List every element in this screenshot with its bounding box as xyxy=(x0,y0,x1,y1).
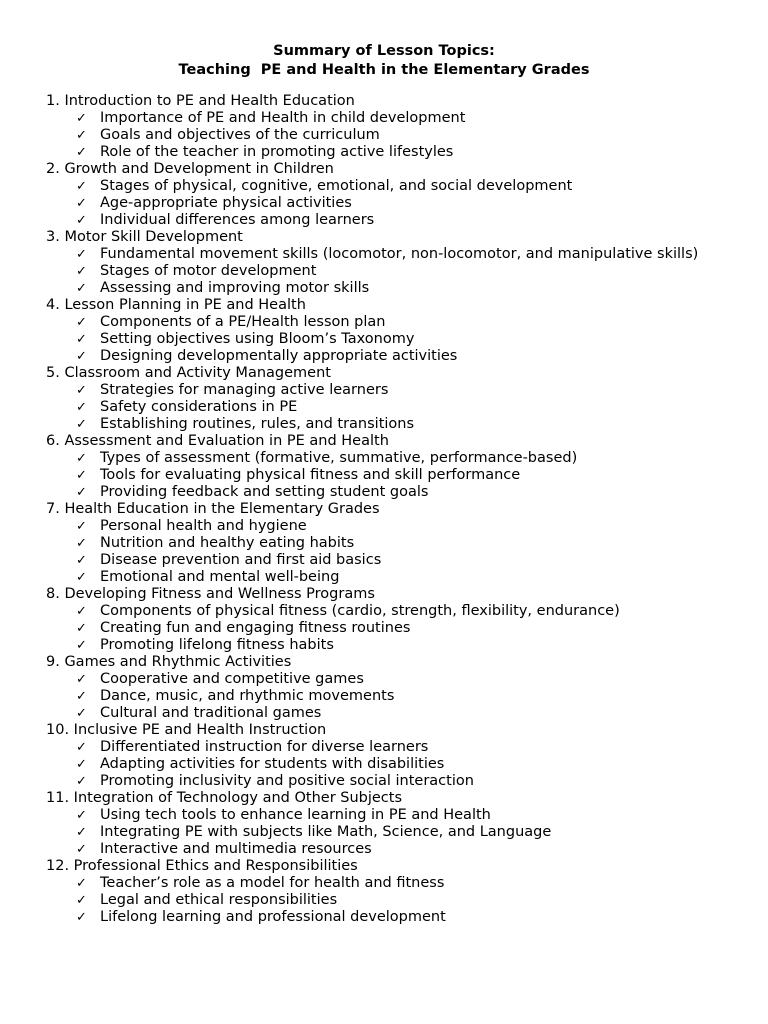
checkmark-icon: ✓ xyxy=(76,621,87,636)
subtopic-text: Disease prevention and first aid basics xyxy=(100,552,382,568)
subtopic-text: Lifelong learning and professional development xyxy=(100,909,446,925)
checkmark-icon: ✓ xyxy=(76,672,87,687)
checkmark-icon: ✓ xyxy=(76,213,87,228)
checkmark-icon: ✓ xyxy=(76,689,87,704)
topic-heading: 8. Developing Fitness and Wellness Programs xyxy=(46,586,375,602)
subtopic-item xyxy=(0,841,768,858)
topic-section xyxy=(0,858,768,926)
checkmark-icon: ✓ xyxy=(76,468,87,483)
topic-heading: 9. Games and Rhythmic Activities xyxy=(46,654,292,670)
topic-heading: 2. Growth and Development in Children xyxy=(46,161,334,177)
subtopic-item xyxy=(0,688,768,705)
subtopic-list xyxy=(0,671,768,722)
subtopic-item xyxy=(0,195,768,212)
subtopic-text: Teacher’s role as a model for health and fitness xyxy=(100,875,445,891)
subtopic-text: Fundamental movement skills (locomotor, non-locomotor, and manipulative skills) xyxy=(100,246,699,262)
subtopic-text: Differentiated instruction for diverse learners xyxy=(100,739,429,755)
topic-section xyxy=(0,790,768,858)
subtopic-text: Types of assessment (formative, summative, performance-based) xyxy=(100,450,578,466)
subtopic-text: Age-appropriate physical activities xyxy=(100,195,352,211)
subtopic-text: Promoting inclusivity and positive social interaction xyxy=(100,773,474,789)
checkmark-icon: ✓ xyxy=(76,638,87,653)
subtopic-text: Interactive and multimedia resources xyxy=(100,841,372,857)
topic-heading: 6. Assessment and Evaluation in PE and Health xyxy=(46,433,389,449)
topic-heading: 5. Classroom and Activity Management xyxy=(46,365,331,381)
subtopic-list xyxy=(0,739,768,790)
checkmark-icon: ✓ xyxy=(76,196,87,211)
subtopic-item xyxy=(0,484,768,501)
subtopic-text: Goals and objectives of the curriculum xyxy=(100,127,380,143)
subtopic-item xyxy=(0,892,768,909)
checkmark-icon: ✓ xyxy=(76,553,87,568)
subtopic-text: Stages of motor development xyxy=(100,263,317,279)
subtopic-text: Using tech tools to enhance learning in PE and Health xyxy=(100,807,491,823)
subtopic-item xyxy=(0,331,768,348)
subtopic-item xyxy=(0,909,768,926)
subtopic-item xyxy=(0,178,768,195)
checkmark-icon: ✓ xyxy=(76,383,87,398)
subtopic-item xyxy=(0,110,768,127)
subtopic-item xyxy=(0,144,768,161)
subtopic-item xyxy=(0,569,768,586)
subtopic-item xyxy=(0,824,768,841)
subtopic-text: Nutrition and healthy eating habits xyxy=(100,535,355,551)
subtopic-text: Designing developmentally appropriate activities xyxy=(100,348,458,364)
subtopic-list xyxy=(0,875,768,926)
subtopic-item xyxy=(0,348,768,365)
checkmark-icon: ✓ xyxy=(76,536,87,551)
subtopic-item xyxy=(0,314,768,331)
subtopic-list xyxy=(0,382,768,433)
topic-section xyxy=(0,722,768,790)
checkmark-icon: ✓ xyxy=(76,315,87,330)
topic-section xyxy=(0,586,768,654)
checkmark-icon: ✓ xyxy=(76,264,87,279)
subtopic-item xyxy=(0,603,768,620)
subtopic-text: Components of a PE/Health lesson plan xyxy=(100,314,386,330)
subtopic-list xyxy=(0,807,768,858)
topic-heading: 12. Professional Ethics and Responsibilities xyxy=(46,858,358,874)
subtopic-text: Tools for evaluating physical fitness and skill performance xyxy=(100,467,521,483)
subtopic-list xyxy=(0,518,768,586)
subtopic-text: Cultural and traditional games xyxy=(100,705,322,721)
subtopic-item xyxy=(0,705,768,722)
topic-section xyxy=(0,93,768,161)
subtopic-text: Providing feedback and setting student goals xyxy=(100,484,429,500)
subtopic-list xyxy=(0,110,768,161)
subtopic-item xyxy=(0,637,768,654)
topic-section xyxy=(0,365,768,433)
subtopic-item xyxy=(0,518,768,535)
subtopic-text: Components of physical fitness (cardio, strength, flexibility, endurance) xyxy=(100,603,620,619)
checkmark-icon: ✓ xyxy=(76,774,87,789)
checkmark-icon: ✓ xyxy=(76,825,87,840)
subtopic-text: Importance of PE and Health in child development xyxy=(100,110,466,126)
subtopic-text: Integrating PE with subjects like Math, Science, and Language xyxy=(100,824,552,840)
checkmark-icon: ✓ xyxy=(76,332,87,347)
subtopic-item xyxy=(0,263,768,280)
subtopic-item xyxy=(0,382,768,399)
subtopic-text: Legal and ethical responsibilities xyxy=(100,892,338,908)
subtopic-list xyxy=(0,178,768,229)
checkmark-icon: ✓ xyxy=(76,247,87,262)
checkmark-icon: ✓ xyxy=(76,145,87,160)
subtopic-item xyxy=(0,756,768,773)
subtopic-text: Role of the teacher in promoting active lifestyles xyxy=(100,144,454,160)
subtopic-text: Assessing and improving motor skills xyxy=(100,280,370,296)
topic-heading: 11. Integration of Technology and Other Subjects xyxy=(46,790,403,806)
subtopic-item xyxy=(0,552,768,569)
checkmark-icon: ✓ xyxy=(76,281,87,296)
topic-heading: 1. Introduction to PE and Health Education xyxy=(46,93,355,109)
subtopic-list xyxy=(0,450,768,501)
subtopic-text: Establishing routines, rules, and transitions xyxy=(100,416,415,432)
subtopic-item xyxy=(0,280,768,297)
checkmark-icon: ✓ xyxy=(76,128,87,143)
checkmark-icon: ✓ xyxy=(76,910,87,925)
subtopic-item xyxy=(0,807,768,824)
checkmark-icon: ✓ xyxy=(76,349,87,364)
subtopic-list xyxy=(0,603,768,654)
topic-section xyxy=(0,297,768,365)
subtopic-text: Dance, music, and rhythmic movements xyxy=(100,688,395,704)
subtopic-item xyxy=(0,671,768,688)
subtopic-text: Safety considerations in PE xyxy=(100,399,298,415)
topic-section xyxy=(0,501,768,586)
subtopic-item xyxy=(0,535,768,552)
checkmark-icon: ✓ xyxy=(76,570,87,585)
checkmark-icon: ✓ xyxy=(76,451,87,466)
subtopic-item xyxy=(0,875,768,892)
subtopic-item xyxy=(0,773,768,790)
topic-heading: 3. Motor Skill Development xyxy=(46,229,243,245)
document-title xyxy=(0,42,768,80)
subtopic-text: Promoting lifelong fitness habits xyxy=(100,637,334,653)
topic-section xyxy=(0,433,768,501)
title-line-1: Summary of Lesson Topics: xyxy=(273,43,495,59)
topic-heading: 10. Inclusive PE and Health Instruction xyxy=(46,722,327,738)
subtopic-list xyxy=(0,246,768,297)
checkmark-icon: ✓ xyxy=(76,808,87,823)
checkmark-icon: ✓ xyxy=(76,604,87,619)
checkmark-icon: ✓ xyxy=(76,111,87,126)
topic-section xyxy=(0,654,768,722)
subtopic-text: Stages of physical, cognitive, emotional, and social development xyxy=(100,178,573,194)
subtopic-text: Adapting activities for students with disabilities xyxy=(100,756,445,772)
subtopic-list xyxy=(0,314,768,365)
subtopic-item xyxy=(0,739,768,756)
checkmark-icon: ✓ xyxy=(76,417,87,432)
subtopic-text: Emotional and mental well-being xyxy=(100,569,340,585)
subtopic-item xyxy=(0,620,768,637)
subtopic-item xyxy=(0,127,768,144)
topic-heading: 4. Lesson Planning in PE and Health xyxy=(46,297,306,313)
checkmark-icon: ✓ xyxy=(76,740,87,755)
checkmark-icon: ✓ xyxy=(76,757,87,772)
checkmark-icon: ✓ xyxy=(76,876,87,891)
subtopic-item xyxy=(0,246,768,263)
subtopic-text: Creating fun and engaging fitness routines xyxy=(100,620,411,636)
subtopic-item xyxy=(0,399,768,416)
checkmark-icon: ✓ xyxy=(76,842,87,857)
subtopic-text: Strategies for managing active learners xyxy=(100,382,389,398)
subtopic-text: Personal health and hygiene xyxy=(100,518,307,534)
subtopic-item xyxy=(0,450,768,467)
checkmark-icon: ✓ xyxy=(76,893,87,908)
subtopic-text: Cooperative and competitive games xyxy=(100,671,364,687)
subtopic-item xyxy=(0,416,768,433)
subtopic-item xyxy=(0,212,768,229)
checkmark-icon: ✓ xyxy=(76,519,87,534)
checkmark-icon: ✓ xyxy=(76,400,87,415)
checkmark-icon: ✓ xyxy=(76,485,87,500)
topic-section xyxy=(0,229,768,297)
topic-list xyxy=(0,93,768,926)
topic-section xyxy=(0,161,768,229)
checkmark-icon: ✓ xyxy=(76,706,87,721)
checkmark-icon: ✓ xyxy=(76,179,87,194)
subtopic-text: Individual differences among learners xyxy=(100,212,375,228)
subtopic-text: Setting objectives using Bloom’s Taxonomy xyxy=(100,331,415,347)
topic-heading: 7. Health Education in the Elementary Grades xyxy=(46,501,380,517)
subtopic-item xyxy=(0,467,768,484)
title-line-2: Teaching PE and Health in the Elementary Grades xyxy=(178,62,590,78)
